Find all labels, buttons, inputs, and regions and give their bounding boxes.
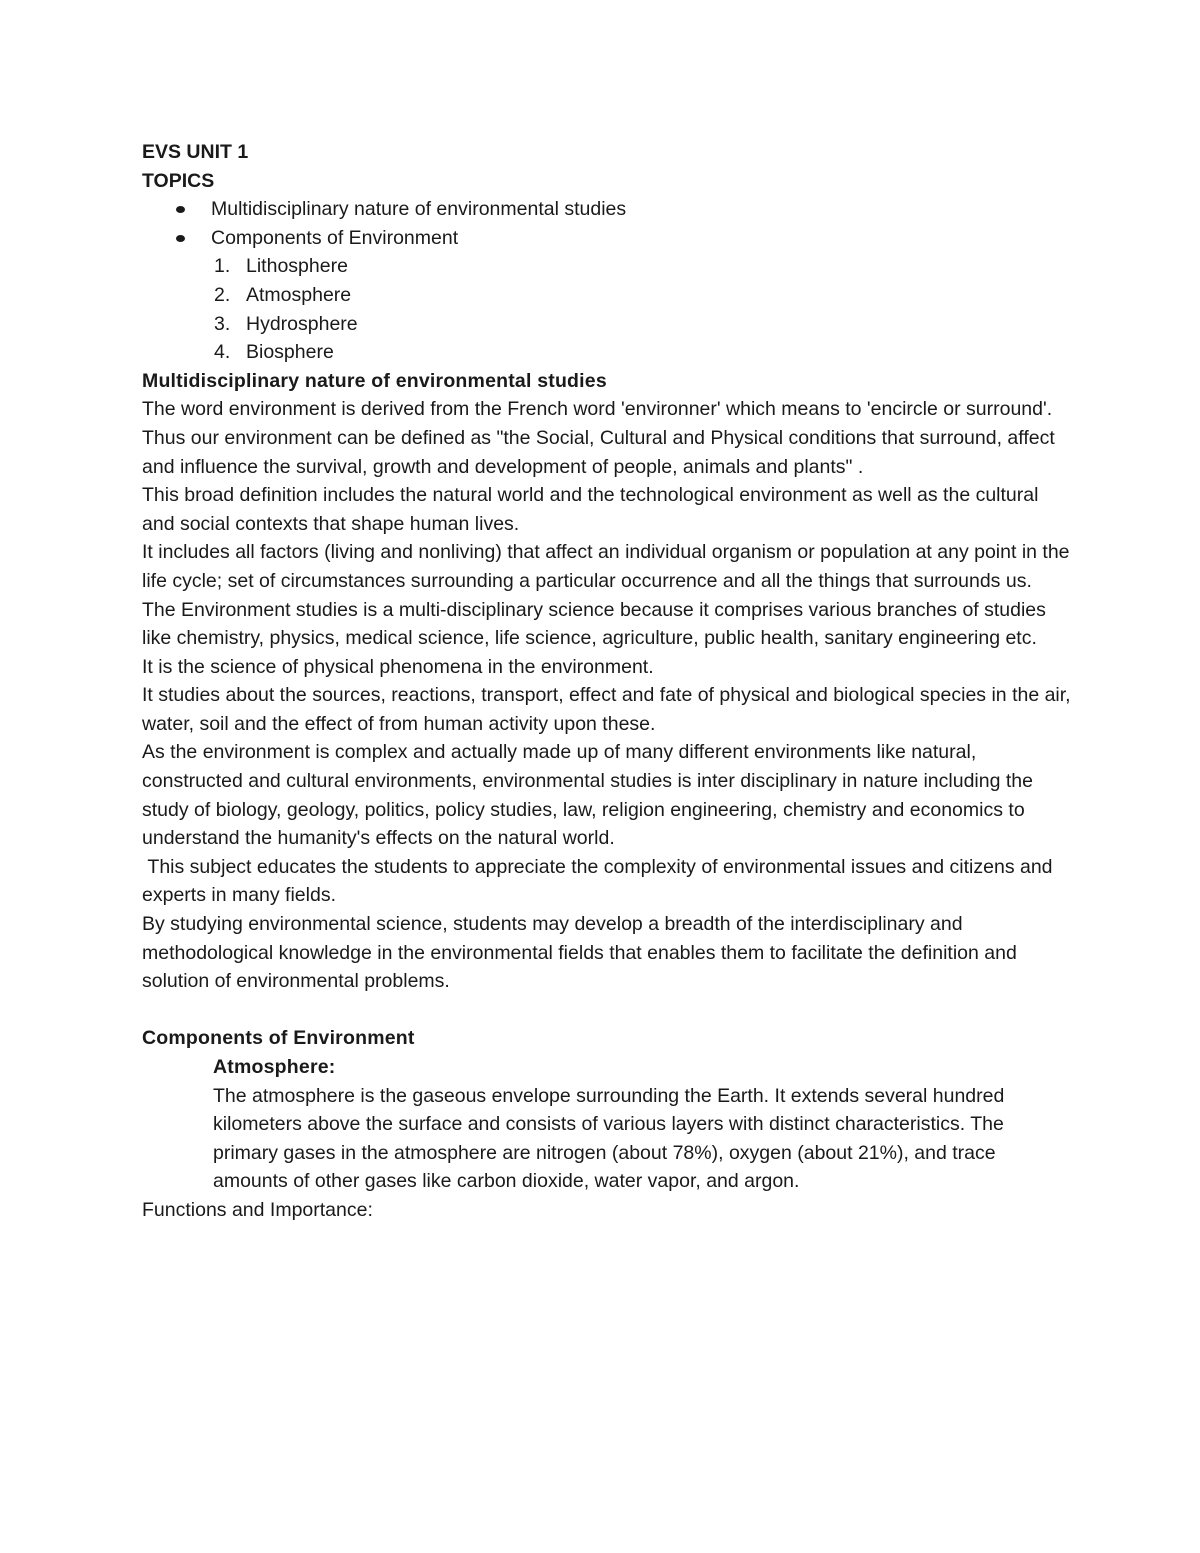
subheading-atmosphere: Atmosphere:	[213, 1056, 336, 1078]
paragraph: The atmosphere is the gaseous envelope surrounding the Earth. It extends several hundred kilometers above the surface and consists of various layers with distinct characteristics. The primary gases in the atmosphere are nitrogen (about 78%), oxygen (about 21%), and trace amounts of other gases like carbon dioxide, water vapor, and argon.	[213, 1084, 1005, 1193]
paragraph: It includes all factors (living and nonliving) that affect an individual organism or population at any point in the life cycle; set of circumstances surrounding a particular occurrence and all the things that surrounds us.	[142, 541, 1070, 592]
component-label: Hydrosphere	[246, 312, 358, 335]
paragraph: The word environment is derived from the French word 'environner' which means to 'encircle or surround'.	[142, 398, 1053, 421]
component-label: Atmosphere	[246, 283, 352, 306]
list-number: 4.	[214, 341, 231, 364]
paragraph: By studying environmental science, students may develop a breadth of the interdisciplinary and methodological knowledge in the environmental fields that enables them to facilitate the definition and solution of environmental problems.	[142, 913, 1017, 993]
atmosphere-block	[142, 1053, 1072, 1196]
topic-label: Components of Environment	[211, 226, 459, 249]
list-item	[172, 195, 1072, 224]
list-item	[214, 338, 1072, 367]
bullet-icon	[176, 206, 185, 213]
paragraph: Thus our environment can be defined as "the Social, Cultural and Physical conditions that surround, affect and influence the survival, growth and development of people, animals and plants" .	[142, 426, 1055, 478]
paragraph: This subject educates the students to appreciate the complexity of environmental issues and citizens and experts in many fields.	[142, 855, 1058, 907]
list-item	[172, 224, 1072, 253]
paragraph: It is the science of physical phenomena in the environment.	[142, 655, 654, 678]
list-number: 3.	[214, 312, 231, 335]
section-heading-components: Components of Environment	[142, 1027, 415, 1050]
spacer	[142, 996, 1072, 1025]
paragraph: The Environment studies is a multi-disciplinary science because it comprises various branches of studies like chemistry, physics, medical science, life science, agriculture, public health, sanitary engineering etc.	[142, 598, 1046, 650]
list-item	[214, 310, 1072, 339]
component-label: Biosphere	[246, 341, 334, 364]
topics-list	[142, 195, 1072, 252]
bullet-icon	[176, 235, 185, 242]
paragraph: It studies about the sources, reactions, transport, effect and fate of physical and biological species in the air, water, soil and the effect of from human activity upon these.	[142, 684, 1071, 735]
topics-label: TOPICS	[142, 169, 215, 192]
paragraph: As the environment is complex and actually made up of many different environments like natural, constructed and cultural environments, environmental studies is inter disciplinary in nature including the study of biology, geology, politics, policy studies, law, religion engineering, chemistry and economics to understand the humanity's effects on the natural world.	[142, 741, 1033, 850]
document-title: EVS UNIT 1	[142, 141, 249, 163]
list-item	[214, 281, 1072, 310]
paragraph: This broad definition includes the natural world and the technological environment as well as the cultural and social contexts that shape human lives.	[142, 484, 1039, 535]
section-heading-multidisciplinary: Multidisciplinary nature of environmental studies	[142, 369, 607, 392]
list-number: 1.	[214, 255, 231, 278]
list-item	[214, 252, 1072, 281]
document-page	[142, 138, 1072, 1225]
list-number: 2.	[214, 283, 231, 306]
component-label: Lithosphere	[246, 255, 348, 278]
functions-label: Functions and Importance:	[142, 1198, 373, 1221]
components-list	[142, 252, 1072, 366]
topic-label: Multidisciplinary nature of environmental studies	[211, 198, 627, 221]
